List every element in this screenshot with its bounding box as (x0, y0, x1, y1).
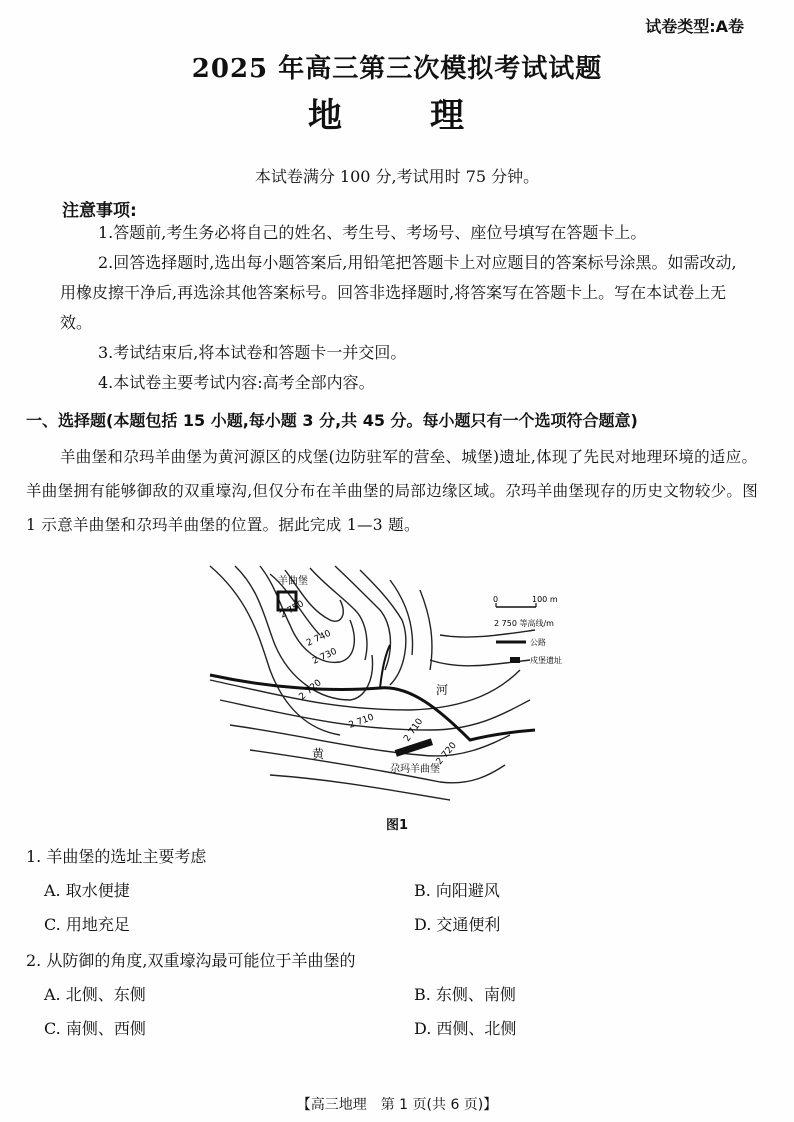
road-line (380, 645, 390, 688)
contour-label: 2 740 (305, 628, 333, 649)
contour-line (230, 725, 510, 756)
q2-option-c: C. 南侧、西侧 (44, 1019, 146, 1038)
contour-label: 2 720 (434, 740, 459, 767)
q1-option-c: C. 用地充足 (44, 915, 130, 934)
note-item-2: 2.回答选择题时,选出每小题答案后,用铅笔把答题卡上对应题目的答案标号涂黑。如需改动,用橡皮擦干净后,再选涂其他答案标号。回答非选择题时,将答案写在答题卡上。写在本试卷上无效。 (60, 253, 737, 332)
contour-line (310, 568, 367, 660)
legend-contour: 2 750 等高线/m (494, 619, 554, 628)
q2-option-a: A. 北侧、东侧 (44, 985, 146, 1004)
subject-title-char-2: 理 (430, 96, 464, 136)
exam-type-label: 试卷类型:A卷 (645, 17, 744, 36)
score-time-line: 本试卷满分 100 分,考试用时 75 分钟。 (254, 167, 540, 186)
question-2-stem: 2. 从防御的角度,双重壕沟最可能位于羊曲堡的 (26, 951, 356, 970)
legend-site-symbol (510, 657, 520, 663)
subject-title-char-1: 地 (308, 96, 342, 136)
figure-1-map (190, 560, 590, 806)
note-item-4: 4.本试卷主要考试内容:高考全部内容。 (98, 373, 375, 392)
contour-label: 2 710 (402, 716, 426, 744)
legend-road: 公路 (530, 638, 546, 647)
road-line (210, 675, 535, 740)
q1-option-b: B. 向阳避风 (414, 881, 500, 900)
q2-option-b: B. 东侧、南侧 (414, 985, 516, 1004)
label-huang: 黄 (312, 747, 325, 761)
contour-line (220, 700, 530, 730)
notes-title: 注意事项: (62, 201, 137, 221)
exam-title: 2025 年高三第三次模拟考试试题 (191, 54, 603, 84)
section-title: 一、选择题(本题包括 15 小题,每小题 3 分,共 45 分。每小题只有一个选项符合题意) (26, 411, 638, 430)
scale-value: 100 m (532, 595, 558, 604)
question-1-stem: 1. 羊曲堡的选址主要考虑 (26, 847, 207, 866)
passage-text: 羊曲堡和尕玛羊曲堡为黄河源区的戍堡(边防驻军的营垒、城堡)遗址,体现了先民对地理环境的适应。羊曲堡拥有能够御敌的双重壕沟,但仅分布在羊曲堡的局部边缘区域。尕玛羊曲堡现存的历史文物较少。图 1 示意羊曲堡和尕玛羊曲堡的位置。据此完成 1—3 题。 (26, 448, 759, 534)
legend-site: 戍堡遗址 (530, 656, 562, 665)
contour-label: 2 720 (297, 678, 324, 703)
contour-label: 2 750 (278, 599, 306, 621)
page-footer: 【高三地理 第 1 页(共 6 页)】 (296, 1097, 498, 1113)
contour-line (420, 590, 432, 670)
label-yangqu: 羊曲堡 (278, 576, 308, 587)
contour-line (440, 630, 535, 637)
note-item-3: 3.考试结束后,将本试卷和答题卡一并交回。 (98, 343, 407, 362)
contour-line (250, 750, 505, 783)
q1-option-d: D. 交通便利 (414, 915, 501, 934)
figure-caption: 图1 (385, 818, 409, 833)
q2-option-d: D. 西侧、北侧 (414, 1019, 517, 1038)
contour-line (335, 566, 390, 670)
contour-label: 2 710 (347, 712, 376, 731)
contour-label: 2 730 (311, 646, 339, 667)
scale-zero: 0 (493, 595, 499, 604)
note-item-1: 1.答题前,考生务必将自己的姓名、考生号、考场号、座位号填写在答题卡上。 (98, 223, 647, 242)
q1-option-a: A. 取水便捷 (44, 881, 130, 900)
label-gama: 尕玛羊曲堡 (390, 764, 440, 775)
label-he: 河 (436, 683, 449, 697)
